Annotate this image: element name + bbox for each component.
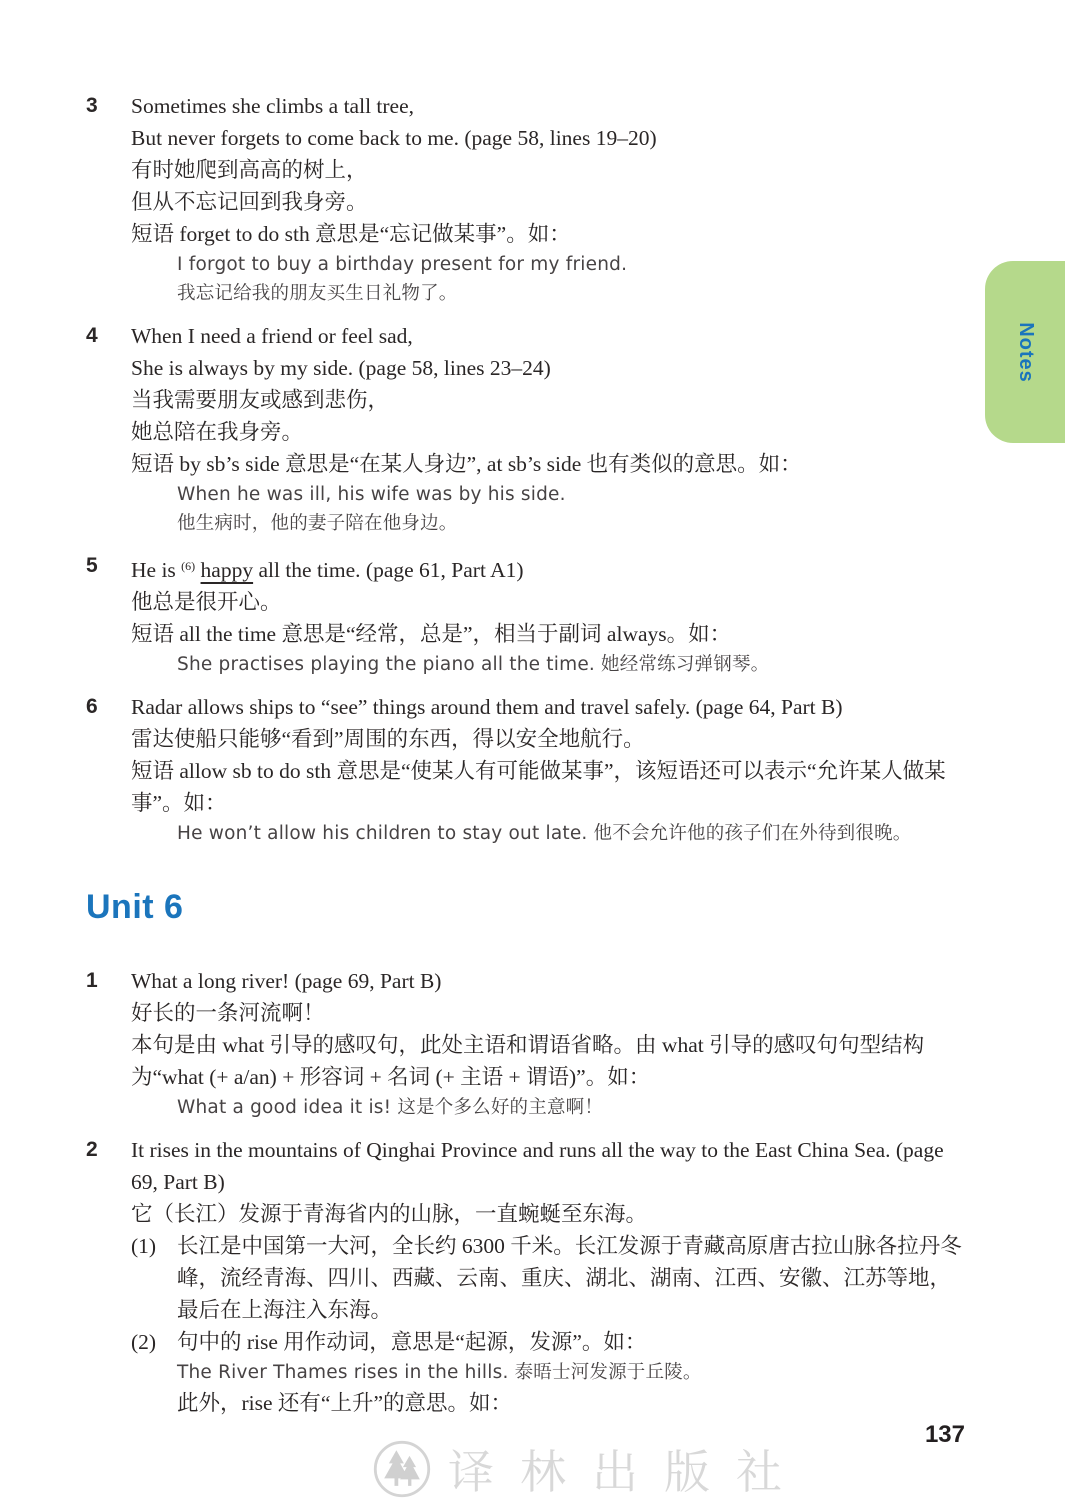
list-marker: (1): [131, 1234, 157, 1258]
item-number: 6: [86, 695, 98, 718]
item-body: [131, 691, 967, 848]
text-line: (2) 句中的 rise 用作动词，意思是“起源，发源”。如：: [131, 1326, 967, 1358]
text-line: When I need a friend or feel sad,: [131, 324, 413, 348]
note-item: [86, 1134, 967, 1419]
list-marker: (2): [131, 1330, 157, 1354]
text-line: He won’t allow his children to stay out late. 他不会允许他的孩子们在外待到很晚。: [177, 823, 912, 844]
text-line: I forgot to buy a birthday present for my friend.: [177, 254, 628, 275]
text-line: What a long river! (page 69, Part B): [131, 969, 442, 993]
text-line: 当我需要朋友或感到悲伤，: [131, 388, 390, 412]
item-body: [131, 1134, 967, 1419]
item-body: [131, 90, 967, 308]
note-item: [86, 550, 967, 679]
text-line: 雷达使船只能够“看到”周围的东西，得以安全地航行。: [131, 727, 645, 751]
unit-heading: Unit 6: [86, 888, 184, 926]
text-line: 此外，rise 还有“上升”的意思。如：: [177, 1391, 513, 1415]
text-line: She practises playing the piano all the time. 她经常练习弹钢琴。: [177, 654, 770, 675]
text-line: What a good idea it is! 这是个多么好的主意啊！: [177, 1097, 604, 1118]
text-line: 短语 allow sb to do sth 意思是“使某人有可能做某事”，该短语还可以表示“允许某人做某事”。如：: [131, 759, 946, 815]
item-number: 5: [86, 554, 98, 577]
publisher-watermark: [372, 1436, 808, 1502]
item-body: [131, 320, 967, 538]
notes-tab-label: Notes: [1014, 321, 1037, 383]
text-line: 短语 all the time 意思是“经常，总是”，相当于副词 always。如：: [131, 622, 732, 646]
text-line: 短语 forget to do sth 意思是“忘记做某事”。如：: [131, 222, 571, 246]
text-line: 他生病时，他的妻子陪在他身边。: [177, 513, 458, 534]
note-item: [86, 691, 967, 848]
text-line: 但从不忘记回到我身旁。: [131, 190, 368, 214]
text-line: Sometimes she climbs a tall tree,: [131, 94, 415, 118]
text-line: 他总是很开心。: [131, 590, 282, 614]
text-line: Radar allows ships to “see” things around them and travel safely. (page 64, Part B): [131, 695, 843, 719]
text-line: 它（长江）发源于青海省内的山脉，一直蜿蜒至东海。: [131, 1202, 648, 1226]
item-number: 1: [86, 969, 98, 992]
watermark-text: 译林出版社: [448, 1447, 808, 1498]
text-line: She is always by my side. (page 58, lines 23–24): [131, 356, 551, 380]
note-item: [86, 90, 967, 308]
underlined-word: happy: [200, 558, 254, 582]
text-line: The River Thames rises in the hills. 泰晤士河发源于丘陵。: [177, 1362, 702, 1383]
superscript-ref: (6): [181, 559, 196, 573]
item-number: 3: [86, 94, 98, 117]
text-line: 有时她爬到高高的树上，: [131, 158, 368, 182]
text-line: [131, 550, 967, 586]
text-segment: all the time. (page 61, Part A1): [253, 558, 524, 582]
text-line: When he was ill, his wife was by his side.: [177, 484, 566, 505]
text-line: 我忘记给我的朋友买生日礼物了。: [177, 283, 458, 304]
text-line: 她总陪在我身旁。: [131, 420, 304, 444]
text-line: (1) 长江是中国第一大河，全长约 6300 千米。长江发源于青藏高原唐古拉山脉各拉丹冬峰，流经青海、四川、西藏、云南、重庆、湖北、湖南、江西、安徽、江苏等地，最后在上海注入东海。: [131, 1230, 967, 1326]
item-body: [131, 965, 967, 1122]
text-line: It rises in the mountains of Qinghai Province and runs all the way to the East China Sea. (page 69, Part B): [131, 1138, 944, 1194]
text-line: But never forgets to come back to me. (page 58, lines 19–20): [131, 126, 657, 150]
page-number: 137: [924, 1421, 965, 1448]
text-line: 本句是由 what 引导的感叹句，此处主语和谓语省略。由 what 引导的感叹句句型结构为“what (+ a/an) + 形容词 + 名词 (+ 主语 + 谓语)”。如：: [131, 1033, 925, 1089]
item-number: 4: [86, 324, 98, 347]
item-body: [131, 550, 967, 679]
text-line: 好长的一条河流啊！: [131, 1001, 325, 1025]
item-number: 2: [86, 1138, 98, 1161]
text-line: 短语 by sb’s side 意思是“在某人身边”, at sb’s side 也有类似的意思。如：: [131, 452, 802, 476]
press-logo-icon: [372, 1439, 432, 1499]
note-item: [86, 320, 967, 538]
note-item: [86, 965, 967, 1122]
text-segment: He is: [131, 558, 182, 582]
